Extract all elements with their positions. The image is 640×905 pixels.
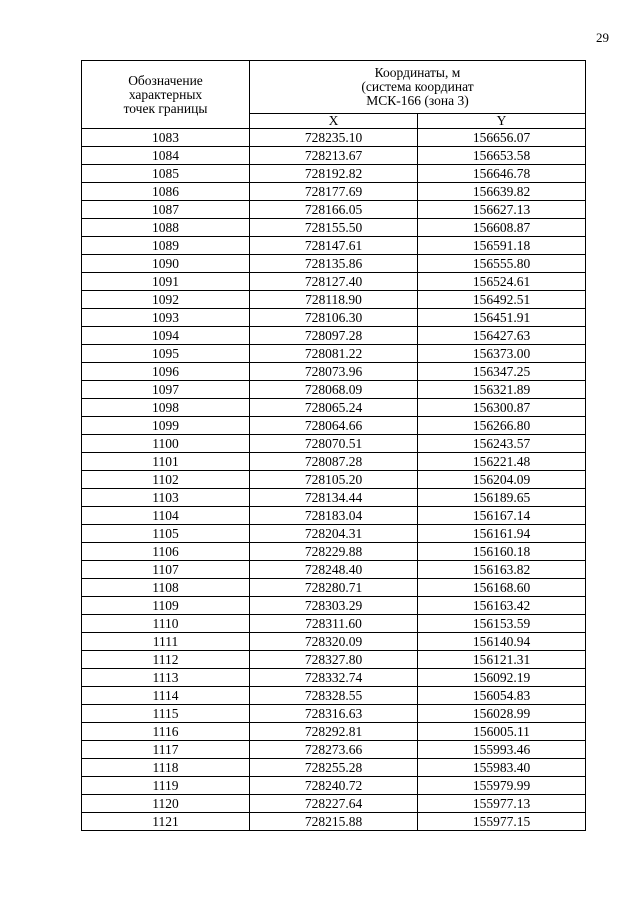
x-coordinate-cell: 728087.28 (250, 453, 418, 471)
x-coordinate-cell: 728204.31 (250, 525, 418, 543)
point-id-cell: 1113 (82, 669, 250, 687)
y-coordinate-cell: 155993.46 (418, 741, 586, 759)
point-id-cell: 1104 (82, 507, 250, 525)
table-row (82, 345, 586, 363)
y-coordinate-cell: 156427.63 (418, 327, 586, 345)
table-row (82, 543, 586, 561)
point-id-cell: 1089 (82, 237, 250, 255)
table-row (82, 633, 586, 651)
table-row (82, 723, 586, 741)
y-coordinate-cell: 156005.11 (418, 723, 586, 741)
x-coordinate-cell: 728081.22 (250, 345, 418, 363)
point-id-cell: 1111 (82, 633, 250, 651)
y-coordinate-cell: 156204.09 (418, 471, 586, 489)
point-id-cell: 1117 (82, 741, 250, 759)
table-row (82, 273, 586, 291)
header-coordinates-title (250, 61, 586, 114)
y-coordinate-cell: 156092.19 (418, 669, 586, 687)
point-id-cell: 1103 (82, 489, 250, 507)
table-row (82, 147, 586, 165)
point-id-cell: 1120 (82, 795, 250, 813)
x-coordinate-cell: 728073.96 (250, 363, 418, 381)
table-row (82, 741, 586, 759)
table-row (82, 669, 586, 687)
table-row (82, 759, 586, 777)
coordinates-table (81, 60, 586, 831)
point-id-cell: 1092 (82, 291, 250, 309)
y-coordinate-cell: 156300.87 (418, 399, 586, 417)
x-coordinate-cell: 728192.82 (250, 165, 418, 183)
x-coordinate-cell: 728229.88 (250, 543, 418, 561)
y-coordinate-cell: 156140.94 (418, 633, 586, 651)
table-row (82, 255, 586, 273)
y-coordinate-cell: 155977.13 (418, 795, 586, 813)
x-coordinate-cell: 728105.20 (250, 471, 418, 489)
table-row (82, 795, 586, 813)
y-coordinate-cell: 155977.15 (418, 813, 586, 831)
point-id-cell: 1087 (82, 201, 250, 219)
x-coordinate-cell: 728155.50 (250, 219, 418, 237)
point-id-cell: 1119 (82, 777, 250, 795)
x-coordinate-cell: 728316.63 (250, 705, 418, 723)
y-coordinate-cell: 156243.57 (418, 435, 586, 453)
y-coordinate-cell: 155979.99 (418, 777, 586, 795)
table-row (82, 471, 586, 489)
table-row (82, 615, 586, 633)
page-number: 29 (596, 30, 609, 45)
header-x: X (250, 114, 418, 129)
table-row (82, 291, 586, 309)
x-coordinate-cell: 728134.44 (250, 489, 418, 507)
point-id-cell: 1112 (82, 651, 250, 669)
x-coordinate-cell: 728064.66 (250, 417, 418, 435)
table-body (82, 129, 586, 831)
y-coordinate-cell: 156153.59 (418, 615, 586, 633)
x-coordinate-cell: 728255.28 (250, 759, 418, 777)
header-point-label-text: Обозначение характерных точек границы (123, 72, 208, 116)
x-coordinate-cell: 728248.40 (250, 561, 418, 579)
table-header (82, 61, 586, 129)
table-row (82, 219, 586, 237)
table-row (82, 579, 586, 597)
header-row (82, 61, 586, 114)
point-id-cell: 1106 (82, 543, 250, 561)
x-coordinate-cell: 728327.80 (250, 651, 418, 669)
x-coordinate-cell: 728147.61 (250, 237, 418, 255)
table-row (82, 201, 586, 219)
x-coordinate-cell: 728215.88 (250, 813, 418, 831)
y-coordinate-cell: 156608.87 (418, 219, 586, 237)
y-coordinate-cell: 156321.89 (418, 381, 586, 399)
point-id-cell: 1093 (82, 309, 250, 327)
table-row (82, 651, 586, 669)
table-row (82, 453, 586, 471)
y-coordinate-cell: 156167.14 (418, 507, 586, 525)
point-id-cell: 1095 (82, 345, 250, 363)
table-row (82, 381, 586, 399)
point-id-cell: 1083 (82, 129, 250, 147)
table-row (82, 417, 586, 435)
x-coordinate-cell: 728292.81 (250, 723, 418, 741)
table-row (82, 687, 586, 705)
y-coordinate-cell: 156524.61 (418, 273, 586, 291)
x-coordinate-cell: 728213.67 (250, 147, 418, 165)
table-row (82, 183, 586, 201)
point-id-cell: 1110 (82, 615, 250, 633)
x-coordinate-cell: 728183.04 (250, 507, 418, 525)
x-coordinate-cell: 728273.66 (250, 741, 418, 759)
point-id-cell: 1098 (82, 399, 250, 417)
table-row (82, 129, 586, 147)
x-coordinate-cell: 728097.28 (250, 327, 418, 345)
y-coordinate-cell: 156627.13 (418, 201, 586, 219)
x-coordinate-cell: 728235.10 (250, 129, 418, 147)
table-row (82, 165, 586, 183)
table-row (82, 705, 586, 723)
point-id-cell: 1109 (82, 597, 250, 615)
y-coordinate-cell: 156160.18 (418, 543, 586, 561)
point-id-cell: 1102 (82, 471, 250, 489)
header-point-label (82, 61, 250, 129)
y-coordinate-cell: 156656.07 (418, 129, 586, 147)
y-coordinate-cell: 156121.31 (418, 651, 586, 669)
table-row (82, 237, 586, 255)
y-coordinate-cell: 156347.25 (418, 363, 586, 381)
x-coordinate-cell: 728177.69 (250, 183, 418, 201)
table-row (82, 489, 586, 507)
point-id-cell: 1088 (82, 219, 250, 237)
table-row (82, 435, 586, 453)
y-coordinate-cell: 156373.00 (418, 345, 586, 363)
table-row (82, 507, 586, 525)
x-coordinate-cell: 728280.71 (250, 579, 418, 597)
x-coordinate-cell: 728303.29 (250, 597, 418, 615)
y-coordinate-cell: 156555.80 (418, 255, 586, 273)
x-coordinate-cell: 728127.40 (250, 273, 418, 291)
table-row (82, 363, 586, 381)
y-coordinate-cell: 156653.58 (418, 147, 586, 165)
point-id-cell: 1096 (82, 363, 250, 381)
point-id-cell: 1099 (82, 417, 250, 435)
point-id-cell: 1114 (82, 687, 250, 705)
point-id-cell: 1116 (82, 723, 250, 741)
point-id-cell: 1100 (82, 435, 250, 453)
point-id-cell: 1097 (82, 381, 250, 399)
y-coordinate-cell: 156591.18 (418, 237, 586, 255)
point-id-cell: 1084 (82, 147, 250, 165)
point-id-cell: 1108 (82, 579, 250, 597)
y-coordinate-cell: 156168.60 (418, 579, 586, 597)
point-id-cell: 1085 (82, 165, 250, 183)
y-coordinate-cell: 156054.83 (418, 687, 586, 705)
x-coordinate-cell: 728240.72 (250, 777, 418, 795)
point-id-cell: 1118 (82, 759, 250, 777)
x-coordinate-cell: 728332.74 (250, 669, 418, 687)
x-coordinate-cell: 728106.30 (250, 309, 418, 327)
x-coordinate-cell: 728320.09 (250, 633, 418, 651)
point-id-cell: 1101 (82, 453, 250, 471)
header-y: Y (418, 114, 586, 129)
point-id-cell: 1107 (82, 561, 250, 579)
point-id-cell: 1105 (82, 525, 250, 543)
y-coordinate-cell: 156451.91 (418, 309, 586, 327)
x-coordinate-cell: 728166.05 (250, 201, 418, 219)
table-row (82, 597, 586, 615)
x-coordinate-cell: 728311.60 (250, 615, 418, 633)
y-coordinate-cell: 156161.94 (418, 525, 586, 543)
point-id-cell: 1094 (82, 327, 250, 345)
x-coordinate-cell: 728068.09 (250, 381, 418, 399)
header-coordinates-title-text: Координаты, м (система координат МСК-166 (зона 3) (361, 65, 474, 108)
x-coordinate-cell: 728227.64 (250, 795, 418, 813)
point-id-cell: 1090 (82, 255, 250, 273)
y-coordinate-cell: 156646.78 (418, 165, 586, 183)
y-coordinate-cell: 156163.42 (418, 597, 586, 615)
table-row (82, 399, 586, 417)
table-row (82, 309, 586, 327)
y-coordinate-cell: 156266.80 (418, 417, 586, 435)
table-row (82, 525, 586, 543)
table-row (82, 777, 586, 795)
point-id-cell: 1121 (82, 813, 250, 831)
y-coordinate-cell: 156221.48 (418, 453, 586, 471)
table-row (82, 327, 586, 345)
table-row (82, 561, 586, 579)
y-coordinate-cell: 156163.82 (418, 561, 586, 579)
x-coordinate-cell: 728118.90 (250, 291, 418, 309)
y-coordinate-cell: 156492.51 (418, 291, 586, 309)
x-coordinate-cell: 728328.55 (250, 687, 418, 705)
x-coordinate-cell: 728135.86 (250, 255, 418, 273)
point-id-cell: 1115 (82, 705, 250, 723)
y-coordinate-cell: 156028.99 (418, 705, 586, 723)
point-id-cell: 1091 (82, 273, 250, 291)
y-coordinate-cell: 156189.65 (418, 489, 586, 507)
x-coordinate-cell: 728070.51 (250, 435, 418, 453)
x-coordinate-cell: 728065.24 (250, 399, 418, 417)
y-coordinate-cell: 156639.82 (418, 183, 586, 201)
point-id-cell: 1086 (82, 183, 250, 201)
y-coordinate-cell: 155983.40 (418, 759, 586, 777)
table-row (82, 813, 586, 831)
